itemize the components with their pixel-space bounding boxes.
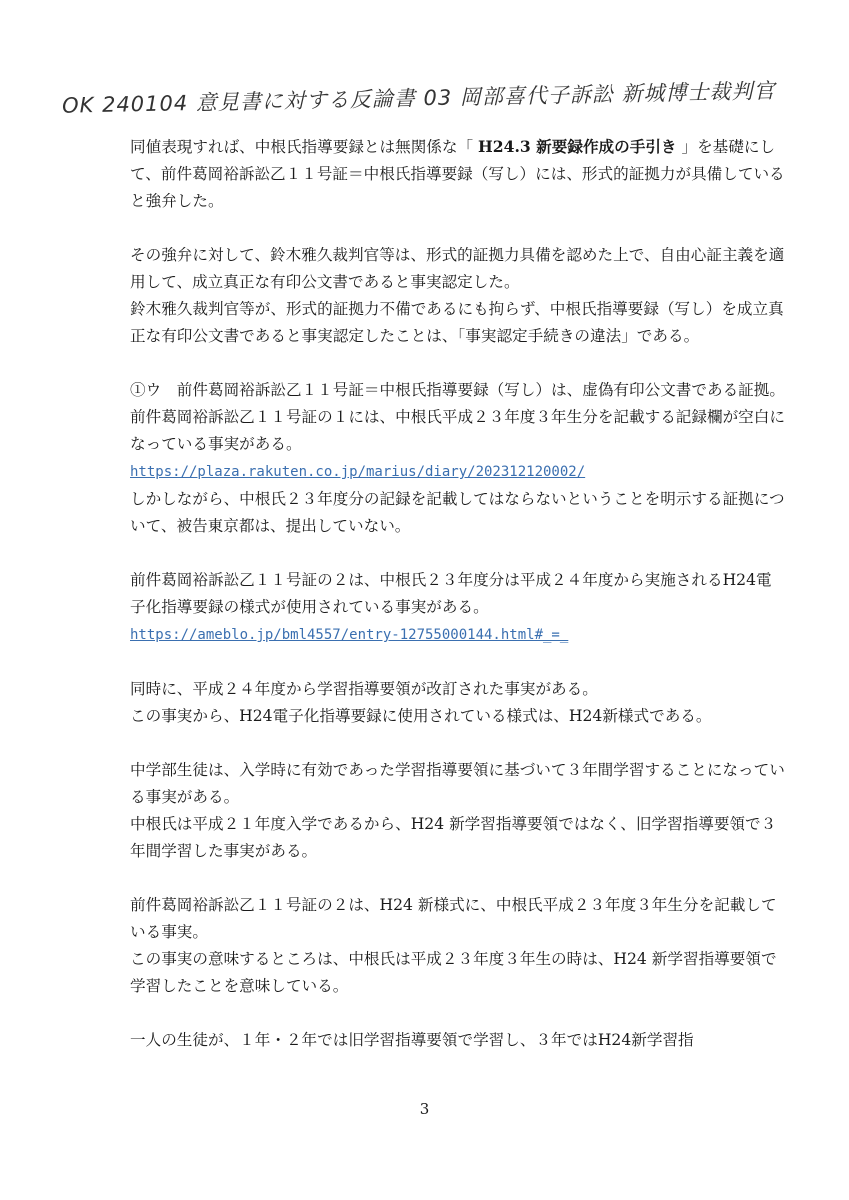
paragraph: 前件葛岡裕訴訟乙１１号証の２は、H24 新様式に、中根氏平成２３年度３年生分を記載している事実。 bbox=[130, 896, 777, 941]
paragraph: 一人の生徒が、１年・２年では旧学習指導要領で学習し、３年ではH24新学習指 bbox=[130, 1031, 694, 1049]
paragraph: 中根氏は平成２１年度入学であるから、H24 新学習指導要領ではなく、旧学習指導要領で３年間学習した事実がある。 bbox=[130, 815, 777, 860]
paragraph: この事実から、H24電子化指導要録に使用されている様式は、H24新様式である。 bbox=[130, 707, 712, 725]
paragraph: その強弁に対して、鈴木雅久裁判官等は、形式的証拠力具備を認めた上で、自由心証主義を適用して、成立真正な有印公文書であると事実認定した。 bbox=[130, 246, 785, 291]
evidence-link[interactable]: https://plaza.rakuten.co.jp/marius/diary/202312120002/ bbox=[130, 464, 586, 480]
handwritten-header-note: OK 240104 意見書に対する反論書 03 岡部喜代子訴訟 新城博士裁判官 bbox=[61, 78, 776, 118]
paragraph: 鈴木雅久裁判官等が、形式的証拠力不備であるにも拘らず、中根氏指導要録（写し）を成立真正な有印公文書であると事実認定したことは、「事実認定手続きの違法」である。 bbox=[130, 300, 784, 345]
document-body bbox=[130, 133, 785, 1054]
paragraph: 中学部生徒は、入学時に有効であった学習指導要領に基づいて３年間学習することになっている事実がある。 bbox=[130, 761, 785, 806]
evidence-link[interactable]: https://ameblo.jp/bml4557/entry-12755000144.html#_=_ bbox=[130, 627, 569, 643]
paragraph: 同時に、平成２４年度から学習指導要領が改訂された事実がある。 bbox=[130, 680, 598, 698]
paragraph: この事実の意味するところは、中根氏は平成２３年度３年生の時は、H24 新学習指導要領で学習したことを意味している。 bbox=[130, 950, 777, 995]
paragraph: 前件葛岡裕訴訟乙１１号証の１には、中根氏平成２３年度３年生分を記載する記録欄が空白になっている事実がある。 bbox=[130, 408, 785, 453]
bold-title: H24.3 新要録作成の手引き bbox=[478, 137, 677, 156]
paragraph: 前件葛岡裕訴訟乙１１号証の２は、中根氏２３年度分は平成２４年度から実施されるH24電子化指導要録の様式が使用されている事実がある。 bbox=[130, 571, 772, 616]
paragraph: ①ウ 前件葛岡裕訴訟乙１１号証＝中根氏指導要録（写し）は、虚偽有印公文書である証拠。 bbox=[130, 381, 785, 399]
page-number: 3 bbox=[419, 1100, 430, 1118]
paragraph: しかしながら、中根氏２３年度分の記録を記載してはならないということを明示する証拠について、被告東京都は、提出していない。 bbox=[130, 490, 785, 535]
paragraph: 同値表現すれば、中根氏指導要録とは無関係な「 H24.3 新要録作成の手引き 」を基礎にして、前件葛岡裕訴訟乙１１号証＝中根氏指導要録（写し）には、形式的証拠力が具備していると強弁した。 bbox=[130, 137, 785, 210]
